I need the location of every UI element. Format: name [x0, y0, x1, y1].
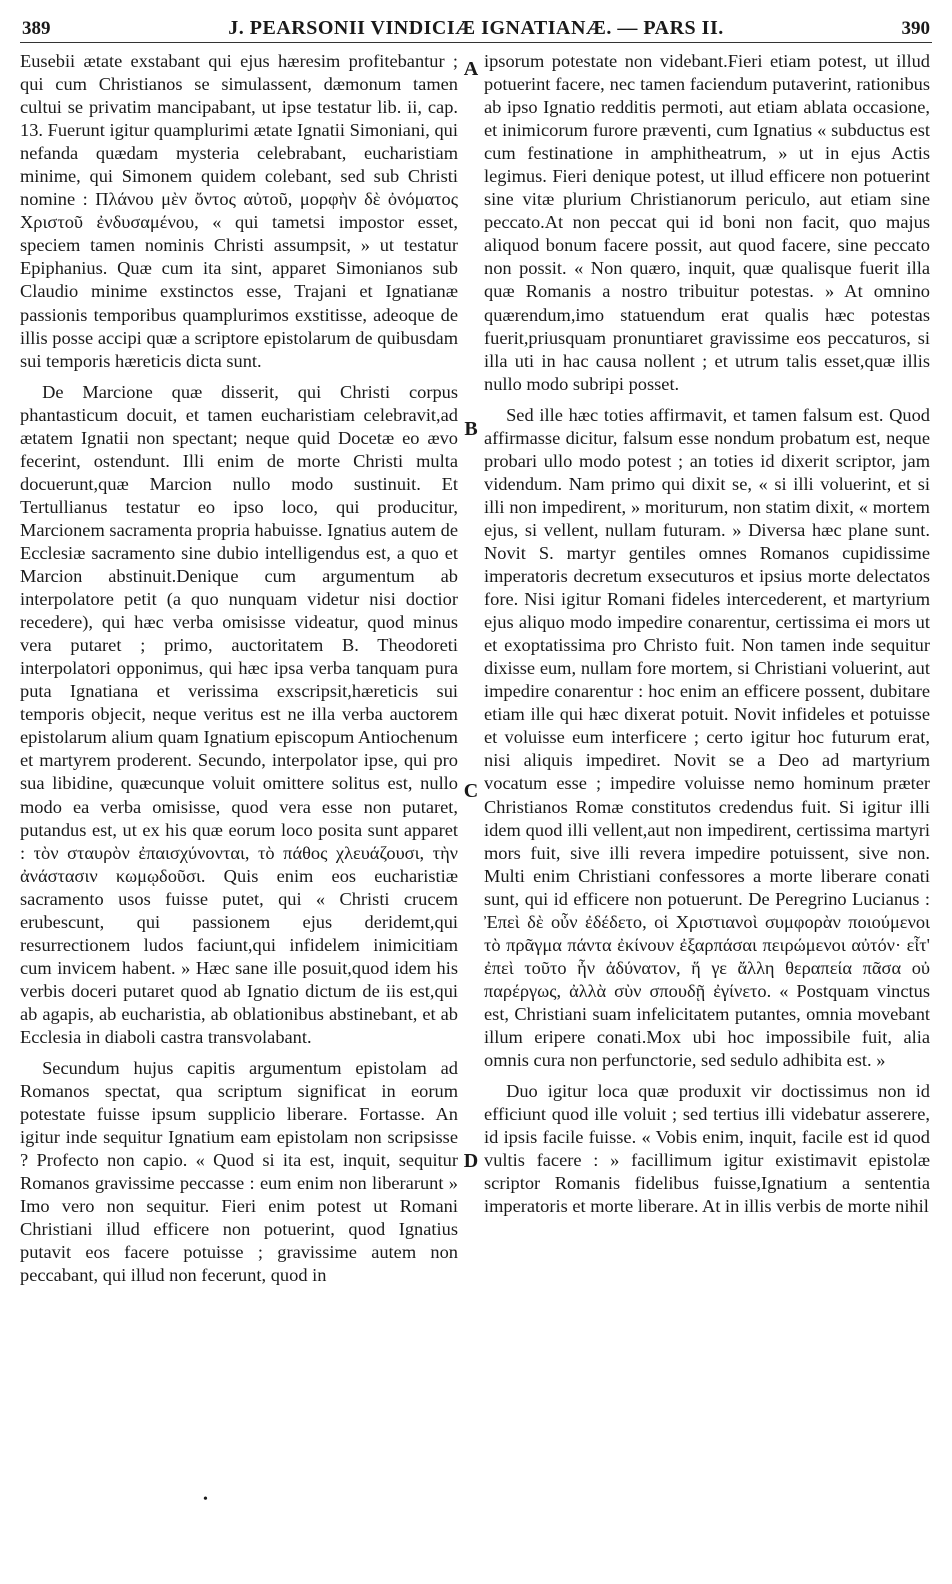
- margin-marker-c: C: [463, 780, 479, 802]
- stray-print-mark: •: [203, 1492, 208, 1507]
- paragraph: Sed ille hæc toties affirmavit, et tamen falsum est. Quod affirmasse dicitur, falsum esse nondum probatum est, neque probari ullo modo potest ; an toties id dixerit scriptor, jam videndum. Nam primo qui dixit se, « si illi voluerint, et si illi non impedirent, » moriturum, non statim dixit, « mortem ejus, si vellent, nullam futuram. » Diversa hæc plane sunt. Novit S. martyr gentiles omnes Romanos cupidissime imperatoris decretum exsecuturos et ipsius morte delectatos fore. Nisi igitur Romani fideles intercederent, et martyrium ejus aliquo modo impedire conarentur, certissima ei mors ut et exoptatissima pro Christo fuit. Non tamen inde sequitur dixisse eum, nullam fore mortem, si Christiani voluerint, aut impedire conarentur : hoc enim an efficere possent, dubitare etiam ille qui hæc dixerat potuit. Novit infideles et potuisse et voluisse eum interficere ; certo igitur hoc futurum erat, nisi aliquis impediret. Novit se a Deo ad martyrium vocatum esse ; impedire voluisse nemo hominum præter Christianos Romæ constitutos credendus fuit. Si igitur illi idem quod illi vellent,aut non impedirent, certissima martyri mors fuit, sive illi revera impedire potuissent, sive non. Multi enim Christiani confessores a morte liberare conati sunt, qui id efficere non potuerunt. De Peregrino Lucianus : Ἐπεὶ δὲ οὖν ἐδέδετο, οἱ Χριστιανοὶ συμφορὰν ποιούμενοι τὸ πρᾶγμα πάντα ἐκίνουν ἐξαρπάσαι πειρώμενοι αὐτόν· εἶτ' ἐπεὶ τοῦτο ἦν ἀδύνατον, ἥ γε ἄλλη θεραπεία πᾶσα οὐ παρέργως, ἀλλὰ σὺν σπουδῇ ἐγίνετο. « Postquam vinctus est, Christiani suam infelicitatem putantes, omnia movebant illum eripere conati.Mox ubi hoc impossibile fuit, alia omnis cura non perfunctorie, sed sedulo adhibita est. »: [484, 404, 930, 1071]
- margin-marker-d: D: [463, 1150, 479, 1172]
- page-number-right: 390: [901, 18, 930, 39]
- paragraph: Eusebii ætate exstabant qui ejus hæresim profitebantur ; qui cum Christianos se simulassent, dæmonum tamen cultui se privatim mancipabant, ut ipse testatur lib. ii, cap. 13. Fuerunt igitur quamplurimi ætate Ignatii Simoniani, qui nefanda quædam mysteria celebrabant, eucharistiam minime, qui Simonem quidem colebant, sed sub Christi nomine : Πλάνου μὲν ὄντος αὐτοῦ, μορφὴν δὲ ὀνόματος Χριστοῦ ἐνδυσαμένου, « qui tametsi impostor esset, speciem tamen nominis Christi assumpsit, » ut testatur Epiphanius. Quæ cum ita sint, apparet Simonianos sub Claudio minime exstinctos esse, Trajani et Ignatianæ passionis temporibus quamplurimos exstitisse, adeoque de illis posse accipi quæ a scriptore epistolarum de quibusdam sui temporis hæreticis dicta sunt.: [20, 51, 458, 371]
- left-column: [20, 50, 458, 1566]
- margin-marker-b: B: [464, 418, 478, 440]
- paragraph: Secundum hujus capitis argumentum epistolam ad Romanos spectat, qua scriptum significat in eorum potestate fuisse ipsum supplicio liberare. Fortasse. An igitur inde sequitur Ignatium eam epistolam non scripsisse ? Profecto non capio. « Quod si ita est, inquit, sequitur Romanos gravissime peccasse : eum enim non liberarunt » Imo vero non sequitur. Fieri enim potest ut Romani Christiani illud efficere non potuerint, quod Ignatius putavit eos facere potuisse ; gravissime autem non peccabant, qui illud non fecerunt, quod in: [20, 1058, 458, 1286]
- paragraph: Duo igitur loca quæ produxit vir doctissimus non id efficiunt quod ille voluit ; sed tertius illi videbatur asserere, id ipsis facile fuisse. « Vobis enim, inquit, facile est id quod vultis facere : » facillimum igitur existimavit epistolæ scriptor Romanis fidelibus fuisse,Ignatium a sententia imperatoris et morte liberare. At in illis verbis de morte nihil: [484, 1081, 930, 1217]
- margin-marker-a: A: [463, 58, 479, 80]
- page-number-left: 389: [22, 18, 51, 39]
- paragraph: De Marcione quæ disserit, qui Christi corpus phantasticum docuit, et tamen eucharistiam celebravit,ad ætatem Ignatii non spectant; neque quid Docetæ eo ævo fecerint, ostendunt. Illi enim de morte Christi multa docuerunt,quæ Marcion nullo modo sustinuit. Et Tertullianus testatur eo ipso loco, qui producitur, Marcionem sacramenta propria habuisse. Ignatius autem de Ecclesiæ sacramento sine dubio intelligendus est, a quo et Marcion abstinuit.Denique cum argumentum ab interpolatore petit (a quo nunquam videtur nisi doctior recedere), qui hæc verba omisisse videatur, quod minus vera putaret ; primo, auctoritatem B. Theodoreti interpolatori opponimus, qui hæc ipsa verba tanquam pura puta Ignatiana et verissima exscripsit,hæreticis sui temporis objecit, neque veritus est ne illa verba auctorem epistolarum alium quam Ignatium episcopum Antiochenum et martyrem proderent. Secundo, interpolator ipse, qui pro sua libidine, quæcunque voluit omittere solitus est, nullo modo ea verba omisisse, quod vera esse non putaret, putandus est, ut ex his quæ eorum loco posita sunt apparet : τὸν σταυρὸν ἐπαισχύνονται, τὸ πάθος χλευάζουσι, τὴν ἀνάστασιν κωμῳδοῦσι. Quis enim eos eucharistiæ sacramento usos fuisse putet, qui « Christi crucem erubescunt, qui passionem ejus deridemt,qui resurrectionem ludos faciunt,qui infidelem inimicitiam cum invicem habent. » Hæc sane ille posuit,quod idem his verbis doceri putaret quod ab Ignatio dictum de iis est,qui ab agapis, ab eucharistia, ab oblationibus abstinebant, et ab Ecclesia in diaboli castra transvolabant.: [20, 381, 458, 1047]
- running-title: J. PEARSONII VINDICIÆ IGNATIANÆ. — PARS II.: [228, 17, 724, 39]
- right-column: [484, 50, 930, 1566]
- paragraph: ipsorum potestate non videbant.Fieri etiam potest, ut illud potuerint facere, nec tamen faciendum putaverint, rationibus ab ipso Ignatio redditis permoti, aut etiam ablata occasione, et inimicorum furore præventi, cum Ignatius « subductus est cum festinatione in amphitheatrum, » ut in ejus Actis legimus. Fieri denique potest, ut illud efficere non potuerint sine vitæ plurium Christianorum periculo, aut etiam sine peccato.At non peccat qui id boni non facit, quo majus aliquod bonum facere possit, aut quod facere, sine peccato non possit. « Non quæro, inquit, quæ qualisque fuerit illa quæ Romanis a nostro tribuitur potestas. » At omnino quærendum,imo statuendum erat qualis hæc potestas fuerit,priusquam pronuntiaret gravissime eos peccaturos, si illa uti in hac causa nollent ; et utrum talis esset,quæ illis nullo modo subripi posset.: [484, 51, 930, 394]
- running-header: [20, 14, 932, 43]
